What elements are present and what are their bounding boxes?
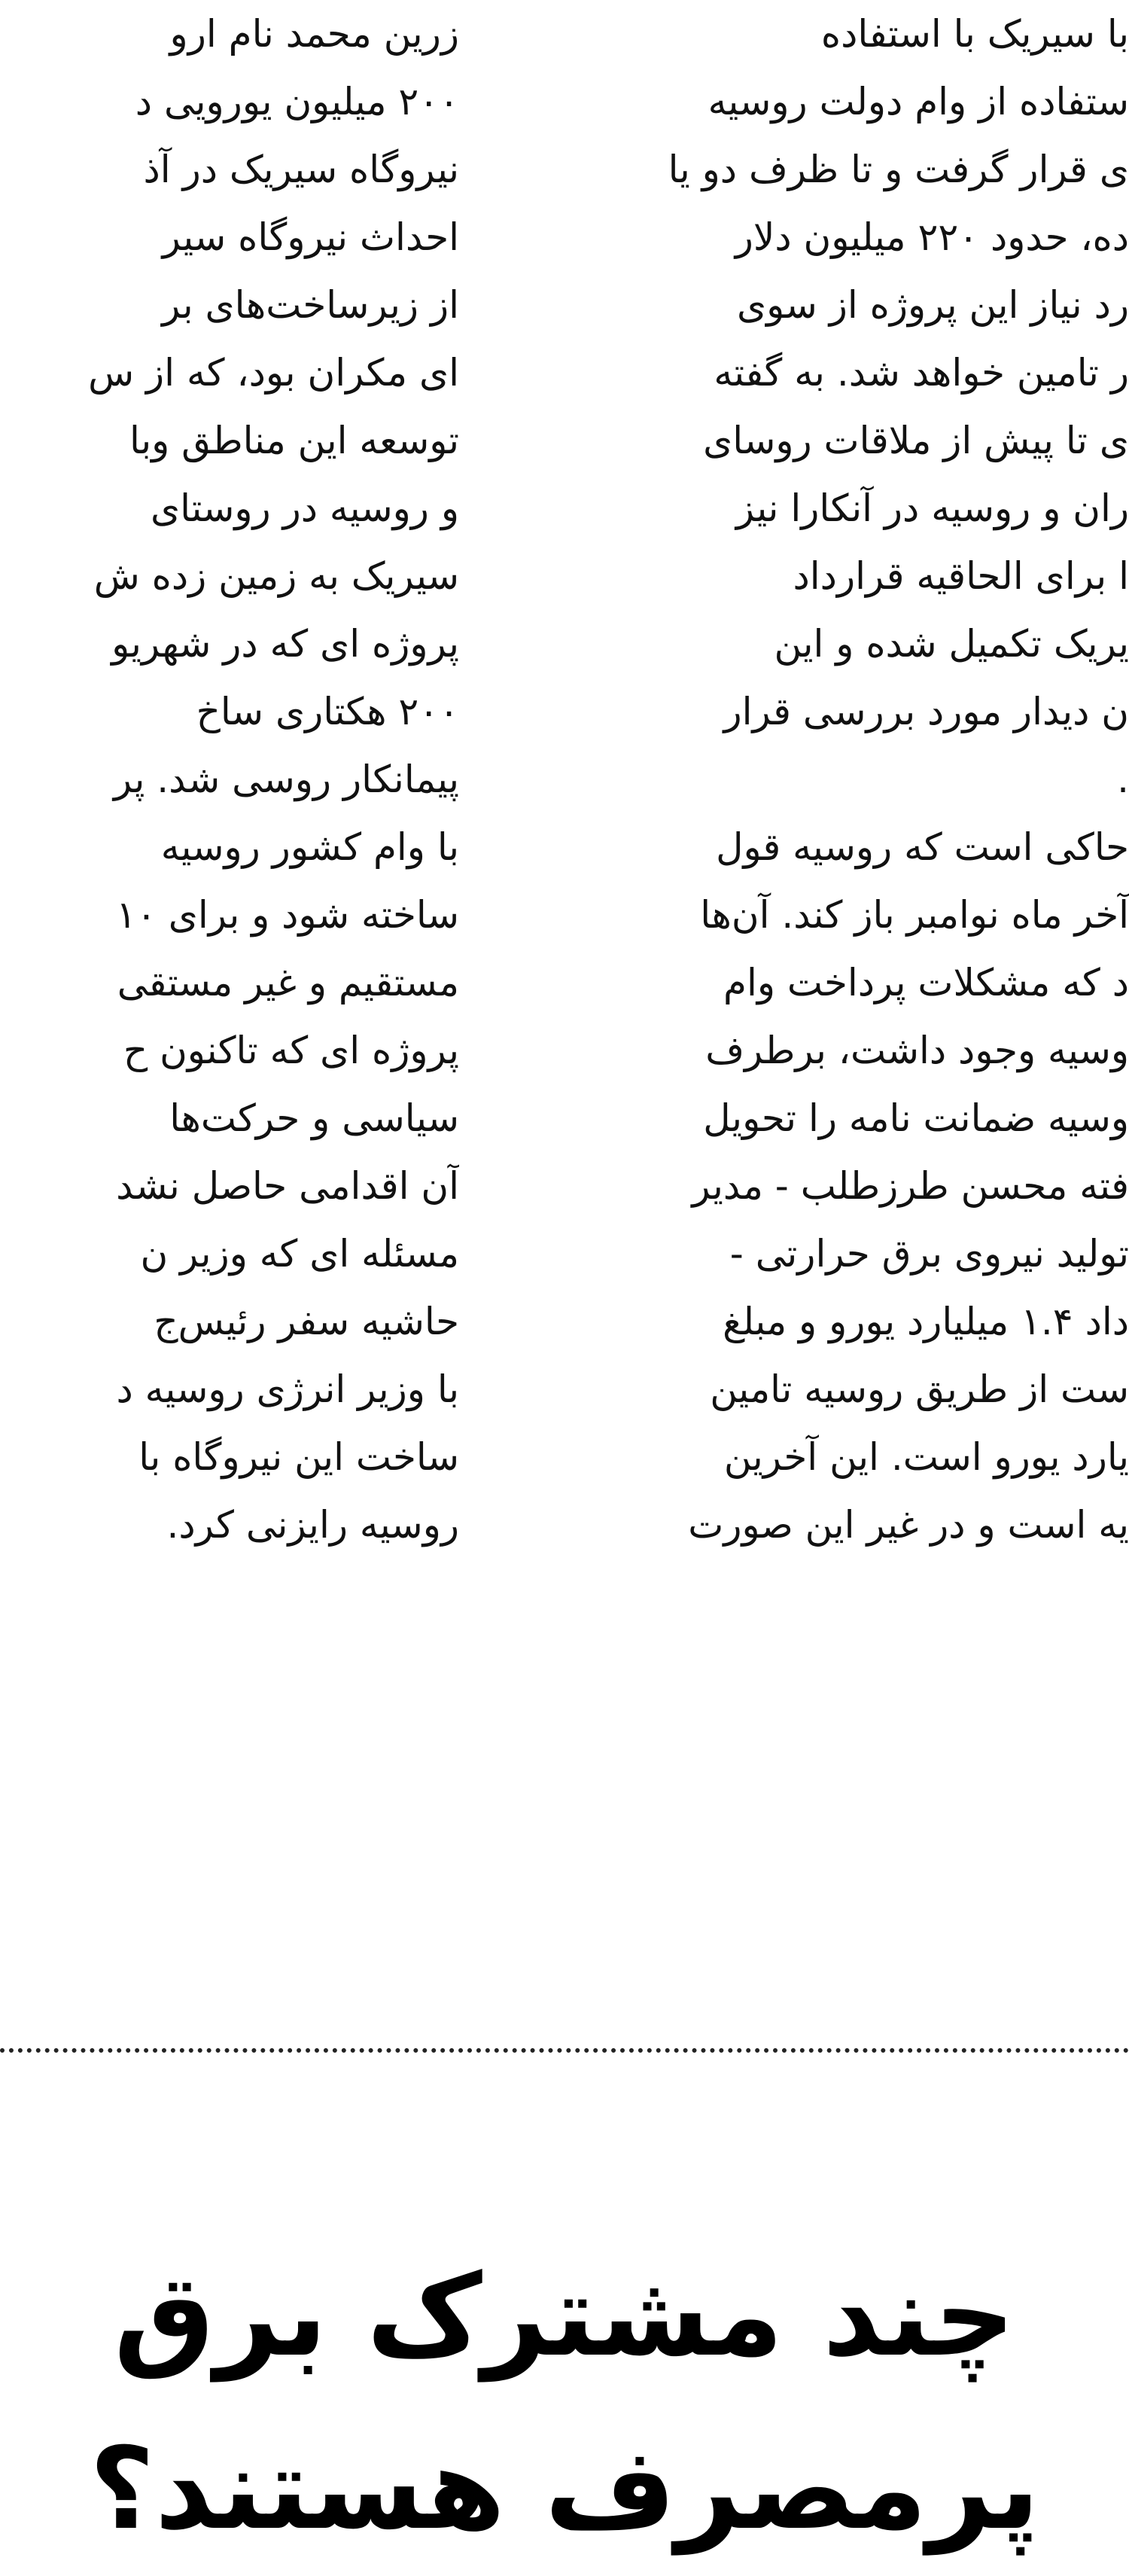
dotted-separator — [0, 2048, 1129, 2053]
right-column-line: ی قرار گرفت و تا ظرف دو یا — [668, 148, 1129, 191]
right-column-line: . — [1117, 758, 1129, 801]
right-column-line: ن دیدار مورد بررسی قرار — [723, 690, 1129, 733]
right-column-line: با سیریک با استفاده — [820, 12, 1129, 56]
headline-line-1: چند مشترک برق — [114, 2250, 1015, 2382]
left-column-line: ساخته شود و برای ۱۰ — [116, 893, 459, 937]
headline-line-2: پرمصرف هستند؟ — [89, 2423, 1040, 2555]
right-column-line: ستفاده از وام دولت روسیه — [708, 80, 1129, 123]
right-column-line: ا برای الحاقیه قرارداد — [793, 554, 1129, 598]
left-column-line: پروژه ای که تاکنون ح — [123, 1029, 459, 1072]
right-column-line: یریک تکمیل شده و این — [774, 622, 1129, 666]
right-column-line: د که مشکلات پرداخت وام — [723, 961, 1129, 1004]
left-column-line: نیروگاه سیریک در آذ — [143, 148, 459, 191]
right-column-line: فته محسن طرزطلب - مدیر — [692, 1164, 1129, 1208]
left-column-line: مستقیم و غیر مستقی — [117, 961, 459, 1004]
right-column-line: ده، حدود ۲۲۰ میلیون دلار — [735, 215, 1129, 259]
left-column-line: با وزیر انرژی روسیه د — [116, 1367, 459, 1411]
left-column-line: آن اقدامی حاصل نشد — [116, 1164, 459, 1208]
left-column-line: سیریک به زمین زده ش — [93, 554, 459, 598]
right-column-line: ر تامین خواهد شد. به گفته — [714, 351, 1129, 395]
right-column-line: رد نیاز این پروژه از سوی — [736, 283, 1129, 327]
right-column-line: تولید نیروی برق حرارتی - — [729, 1232, 1129, 1276]
headline — [0, 2230, 1129, 2576]
left-column-line: حاشیه سفر رئیس‌ج — [154, 1300, 459, 1343]
left-column-line: زرین محمد نام ارو — [169, 12, 459, 56]
left-column-line: از زیرساخت‌های بر — [162, 283, 459, 327]
right-column-line: وسیه ضمانت نامه را تحویل — [703, 1096, 1129, 1140]
article-column-left — [0, 0, 459, 1928]
left-column-line: ساخت این نیروگاه با — [138, 1435, 459, 1479]
article-column-right — [542, 0, 1129, 1928]
left-column-line: پیمانکار روسی شد. پر — [113, 758, 459, 801]
right-column-line: داد ۱.۴ میلیارد یورو و مبلغ — [723, 1300, 1129, 1343]
left-column-line: مسئله ای که وزیر ن — [140, 1232, 459, 1276]
right-column-line: ست از طریق روسیه تامین — [710, 1367, 1129, 1411]
left-column-line: احداث نیروگاه سیر — [162, 215, 459, 259]
right-column-line: یه است و در غیر این صورت — [688, 1503, 1129, 1547]
left-column-line: توسعه این مناطق وبا — [129, 419, 459, 462]
right-column-line: آخر ماه نوامبر باز کند. آن‌ها — [700, 893, 1129, 937]
right-column-line: وسیه وجود داشت، برطرف — [705, 1029, 1129, 1072]
right-column-line: یارد یورو است. این آخرین — [723, 1435, 1129, 1479]
left-column-line: سیاسی و حرکت‌ها — [169, 1096, 459, 1140]
right-column-line: حاکی است که روسیه قول — [716, 825, 1129, 869]
right-column-line: ی تا پیش از ملاقات روسای — [703, 419, 1129, 462]
left-column-line: پروژه ای که در شهریو — [111, 622, 459, 666]
left-column-line: روسیه رایزنی کرد. — [166, 1503, 459, 1547]
left-column-line: با وام کشور روسیه — [160, 825, 459, 869]
left-column-line: ای مکران بود، که از س — [88, 351, 459, 395]
left-column-line: ۲۰۰ میلیون یورویی د — [135, 80, 459, 123]
left-column-line: ۲۰۰ هکتاری ساخ — [196, 690, 459, 733]
left-column-line: و روسیه در روستای — [151, 486, 459, 530]
right-column-line: ران و روسیه در آنکارا نیز — [735, 486, 1129, 530]
